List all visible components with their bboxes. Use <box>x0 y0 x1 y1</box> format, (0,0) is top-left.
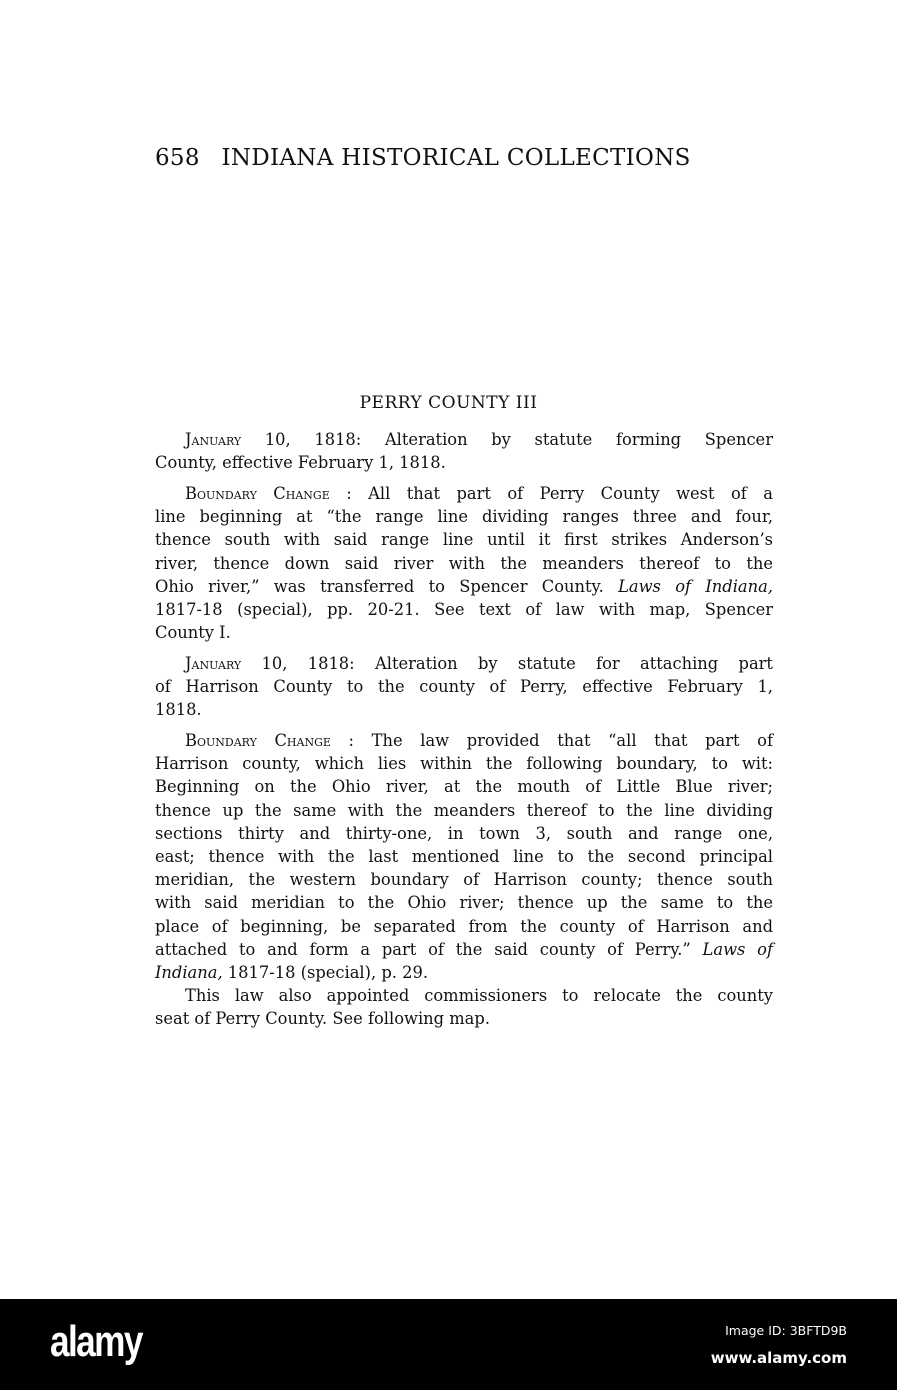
text-segment: : The law provided that “all that part of <box>348 730 773 750</box>
text-segment: of Harrison County to the county of Perry, effective February 1, <box>155 677 773 697</box>
text-line <box>155 729 773 752</box>
text-line <box>155 528 773 551</box>
text-segment: Ohio river,” was transferred to Spencer County. <box>155 576 619 596</box>
text-segment: County, effective February 1, 1818. <box>155 453 446 473</box>
citation-italic: Indiana, <box>155 962 223 982</box>
text-segment: east; thence with the last mentioned line to the second principal <box>155 846 773 866</box>
text-line <box>155 915 773 938</box>
text-line <box>155 775 773 798</box>
entry-label: Boundary Change <box>185 730 331 750</box>
running-title: INDIANA HISTORICAL COLLECTIONS <box>221 145 691 171</box>
entry-label: Boundary Change <box>185 483 330 503</box>
text-segment: place of beginning, be separated from the county of Harrison and <box>155 916 773 936</box>
text-segment: 10, 1818: Alteration by statute for attaching part <box>261 653 773 673</box>
text-line <box>155 598 773 621</box>
paragraph <box>155 482 773 644</box>
text-segment: river, thence down said river with the meanders thereof to the <box>155 553 773 573</box>
paragraph <box>155 652 773 722</box>
paragraph <box>155 984 773 1030</box>
text-line <box>155 938 773 961</box>
text-segment: 1817-18 (special), pp. 20-21. See text of law with map, Spencer <box>155 599 773 619</box>
text-segment: seat of Perry County. See following map. <box>155 1009 490 1029</box>
text-line <box>155 575 773 598</box>
running-header <box>155 145 691 171</box>
text-line <box>155 845 773 868</box>
text-line <box>155 961 773 984</box>
text-line <box>155 675 773 698</box>
text-line <box>155 891 773 914</box>
text-line <box>155 552 773 575</box>
text-segment: thence up the same with the meanders thereof to the line dividing <box>155 800 773 820</box>
text-line <box>155 822 773 845</box>
text-line <box>155 428 773 451</box>
text-line <box>155 799 773 822</box>
text-line <box>155 451 773 474</box>
text-segment: Harrison county, which lies within the following boundary, to wit: <box>155 754 773 774</box>
text-line <box>155 984 773 1007</box>
entry-label: January <box>185 653 242 673</box>
text-segment: line beginning at “the range line dividing ranges three and four, <box>155 507 773 527</box>
text-segment: County I. <box>155 623 231 643</box>
citation-italic: Laws of <box>702 939 773 959</box>
text-segment: Beginning on the Ohio river, at the mouth of Little Blue river; <box>155 777 773 797</box>
text-line <box>155 652 773 675</box>
paragraph <box>155 428 773 474</box>
text-line <box>155 698 773 721</box>
text-segment: attached to and form a part of the said county of Perry.” <box>155 939 703 959</box>
text-line <box>155 505 773 528</box>
image-id: Image ID: 3BFTD9B <box>725 1323 847 1338</box>
text-line <box>155 482 773 505</box>
watermark-bar <box>0 1299 897 1390</box>
text-segment: 10, 1818: Alteration by statute forming Spencer <box>264 430 773 449</box>
page-number: 658 <box>155 145 200 171</box>
alamy-logo: alamy <box>50 1317 142 1366</box>
text-line <box>155 752 773 775</box>
text-segment: thence south with said range line until it first strikes Anderson’s <box>155 530 773 550</box>
entry-label: January <box>185 430 242 449</box>
text-segment: : All that part of Perry County west of a <box>346 483 773 503</box>
text-segment: meridian, the western boundary of Harrison county; thence south <box>155 870 773 890</box>
text-segment: sections thirty and thirty-one, in town 3, south and range one, <box>155 823 773 843</box>
text-segment: 1818. <box>155 700 202 720</box>
text-line <box>155 621 773 644</box>
site-url: www.alamy.com <box>710 1349 847 1367</box>
text-segment: This law also appointed commissioners to relocate the county <box>185 986 773 1006</box>
text-line <box>155 1007 773 1030</box>
text-line <box>155 868 773 891</box>
paragraph <box>155 729 773 984</box>
body-text <box>155 428 773 1038</box>
section-title: PERRY COUNTY III <box>359 393 538 413</box>
citation-italic: Laws of Indiana, <box>618 576 773 596</box>
text-segment: with said meridian to the Ohio river; thence up the same to the <box>155 893 773 913</box>
text-segment: 1817-18 (special), p. 29. <box>222 962 429 982</box>
